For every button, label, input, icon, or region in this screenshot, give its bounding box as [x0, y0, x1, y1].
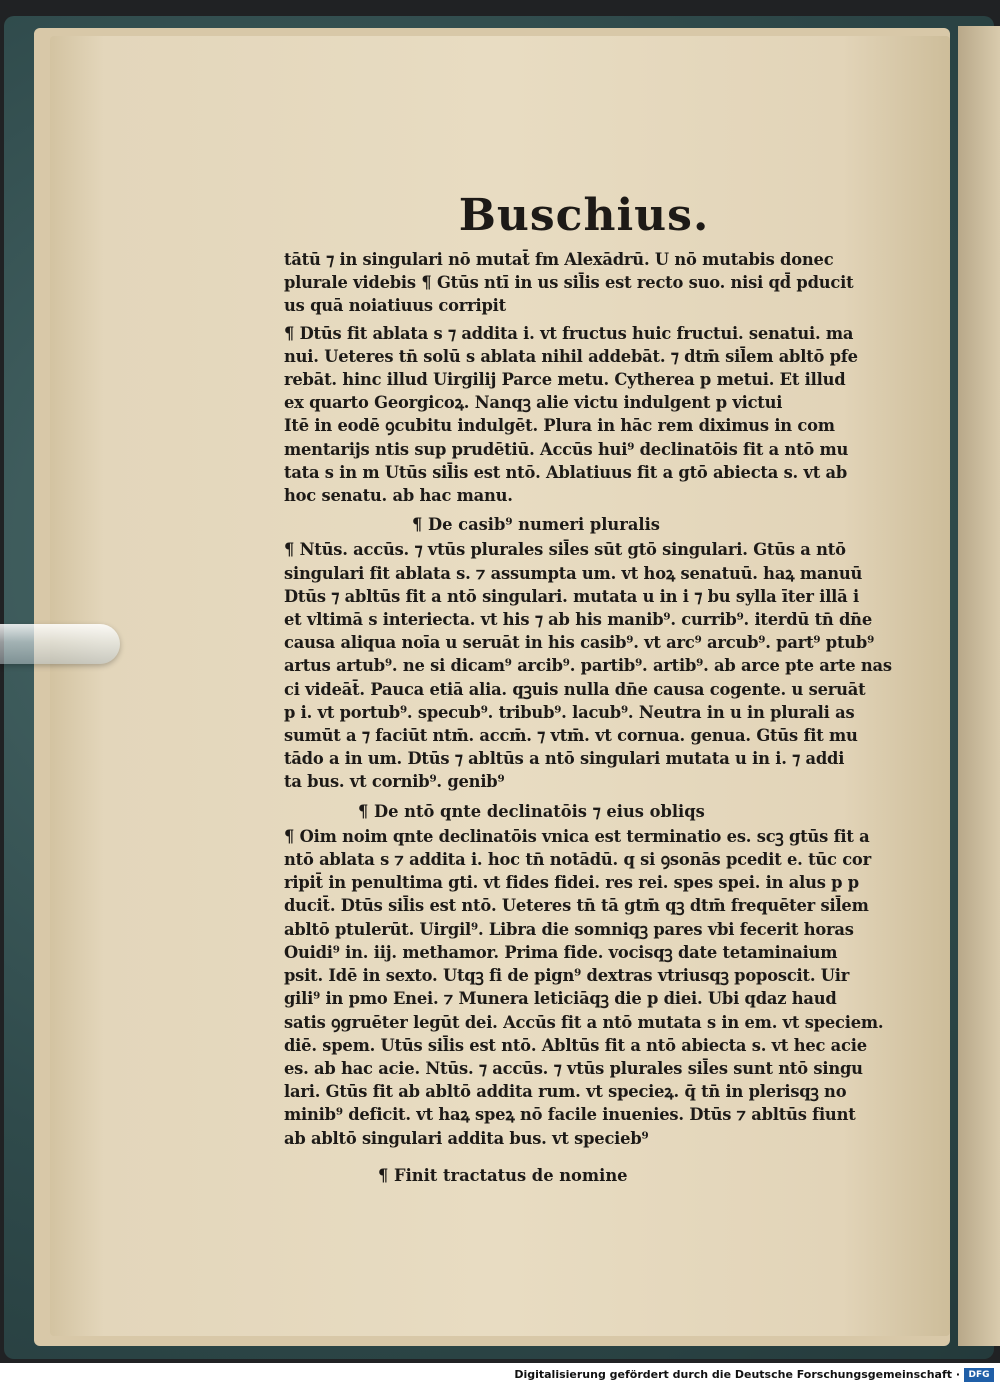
paragraph-3	[284, 538, 892, 793]
text-line: ci videāt̄. Pauca etiā alia. qꝫuis nulla dn̄e causa cogente. u seruāt	[284, 679, 866, 699]
text-line: sumūt a ⁊ faciūt ntm̄. accm̄. ⁊ vtm̄. vt cornua. genua. Gtūs fit mu	[284, 726, 858, 746]
text-line: mentarijs ntis sup prudētiū. Accūs hui⁹ declinatōis fit a ntō mu	[284, 439, 849, 459]
glass-weight-rod	[0, 624, 120, 664]
text-line: ¶ Oim noim qnte declinatōis vnica est terminatio es. scꝫ gtūs fit a	[284, 826, 870, 846]
page-text	[284, 190, 892, 1189]
text-line: satis ꝯgruēter legūt dei. Accūs fit a ntō mutata s in em. vt speciem.	[284, 1012, 884, 1032]
text-line: rebāt. hinc illud Uirgilij Parce metu. Cytherea p metui. Et illud	[284, 370, 846, 390]
text-line: artus artub⁹. ne si dicam⁹ arcib⁹. partib⁹. artib⁹. ab arce pte arte nas	[284, 656, 892, 676]
section-heading-plural: ¶ De casib⁹ numeri pluralis	[412, 515, 660, 535]
text-line: tata s in m Utūs sil̄is est ntō. Ablatiuus fit a gtō abiecta s. vt ab	[284, 462, 848, 482]
text-line: ntō ablata s ⁊ addita i. hoc tn̄ notādū. q si ꝯsonās pcedit e. tūc cor	[284, 850, 871, 870]
text-line: gili⁹ in pmo Enei. ⁊ Munera leticiāqꝫ die p diei. Ubi qdaz haud	[284, 989, 837, 1009]
paragraph-4	[284, 825, 884, 1150]
section-heading-explicit: ¶ Finit tractatus de nomine	[378, 1165, 628, 1185]
funding-credit: Digitalisierung gefördert durch die Deutsche Forschungsgemeinschaft ·	[514, 1368, 960, 1381]
text-line: es. ab hac acie. Ntūs. ⁊ accūs. ⁊ vtūs plurales sil̄es sunt ntō singu	[284, 1058, 863, 1078]
page-heading: Buschius.	[458, 190, 710, 241]
text-line: minib⁹ deficit. vt haꝝ speꝝ nō facile inuenies. Dtūs ⁊ abltūs fiunt	[284, 1105, 856, 1125]
text-line: plurale videbis ¶ Gtūs ntī in us sil̄is est recto suo. nisi qd̄ pducit	[284, 273, 854, 293]
section-heading-fifth-declension: ¶ De ntō qnte declinatōis ⁊ eius obliqs	[358, 801, 705, 821]
paragraph-1	[284, 248, 884, 318]
text-line: lari. Gtūs fit ab abltō addita rum. vt specieꝝ. q̄ tn̄ in plerisqꝫ no	[284, 1082, 847, 1102]
text-line: abltō ptulerūt. Uirgil⁹. Libra die somniqꝫ pares vbi fecerit horas	[284, 919, 854, 939]
text-line: ex quarto Georgicoꝝ. Nanqꝫ alie victu indulgent p victui	[284, 393, 783, 413]
text-line: ta bus. vt cornib⁹. genib⁹	[284, 772, 505, 792]
text-line: tādo a in um. Dtūs ⁊ abltūs a ntō singulari mutata u in i. ⁊ addi	[284, 749, 845, 769]
text-line: nui. Ueteres tn̄ solū s ablata nihil addebāt. ⁊ dtm̄ sil̄em abltō pfe	[284, 346, 858, 366]
text-line: p i. vt portub⁹. specub⁹. tribub⁹. lacub⁹. Neutra in u in plurali as	[284, 702, 855, 722]
text-line: ab abltō singulari addita bus. vt specieb⁹	[284, 1128, 649, 1148]
text-line: psit. Idē in sexto. Utqꝫ fi de pign⁹ dextras vtriusqꝫ poposcit. Uir	[284, 966, 850, 986]
text-line: ¶ Ntūs. accūs. ⁊ vtūs plurales sil̄es sūt gtō singulari. Gtūs a ntō	[284, 540, 846, 560]
text-line: ripit̄ in penultima gti. vt fides fidei. res rei. spes spei. in alus p p	[284, 873, 859, 893]
digitization-footer	[0, 1365, 1000, 1385]
text-line: singulari fit ablata s. ⁊ assumpta um. vt hoꝝ senatuū. haꝝ manuū	[284, 563, 863, 583]
text-line: ducit̄. Dtūs sil̄is est ntō. Ueteres tn̄ tā gtm̄ qꝫ dtm̄ frequēter sil̄em	[284, 896, 869, 916]
text-line: ¶ Dtūs fit ablata s ⁊ addita i. vt fructus huic fructui. senatui. ma	[284, 323, 854, 343]
text-line: Ouidi⁹ in. iij. methamor. Prima fide. vocisqꝫ date tetaminaium	[284, 942, 838, 962]
text-line: hoc senatu. ab hac manu.	[284, 486, 513, 506]
paragraph-2	[284, 322, 884, 508]
facing-page-edge	[958, 26, 1000, 1346]
text-line: causa aliqua noīa u seruāt in his casib⁹. vt arc⁹ arcub⁹. part⁹ ptub⁹	[284, 633, 875, 653]
dfg-logo: DFG	[964, 1368, 994, 1382]
text-line: diē. spem. Utūs sil̄is est ntō. Abltūs fit a ntō abiecta s. vt hec acie	[284, 1035, 867, 1055]
text-line: Dtūs ⁊ abltūs fit a ntō singulari. mutata u in i ⁊ bu sylla īter illā i	[284, 586, 859, 606]
text-line: tātū ⁊ in singulari nō mutat̄ fm Alexādrū. U nō mutabis donec	[284, 250, 834, 269]
text-line: et vltimā s interiecta. vt his ⁊ ab his manib⁹. currib⁹. iterdū tn̄ dn̄e	[284, 610, 872, 630]
text-line: us quā noiatiuus corripit	[284, 296, 506, 316]
text-line: Itē in eodē ꝯcubitu indulgēt. Plura in hāc rem diximus in com	[284, 416, 835, 436]
